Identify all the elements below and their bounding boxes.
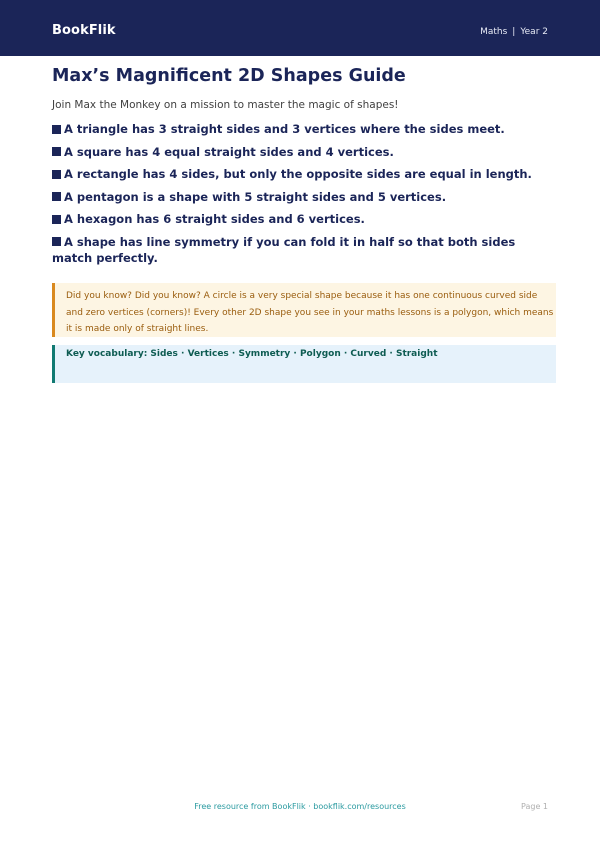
- list-item: [52, 144, 552, 160]
- fact-text: A pentagon is a shape with 5 straight sides and 5 vertices.: [64, 189, 447, 204]
- subject-label: Maths: [480, 27, 508, 37]
- vocabulary-text: Key vocabulary: Sides · Vertices · Symmetry · Polygon · Curved · Straight: [66, 349, 438, 359]
- page-title: Max’s Magnificent 2D Shapes Guide: [52, 66, 406, 86]
- vocabulary-box: [52, 345, 556, 383]
- intro-text: Join Max the Monkey on a mission to master the magic of shapes!: [52, 99, 399, 111]
- square-bullet-icon: [52, 192, 61, 201]
- did-you-know-callout: [52, 283, 556, 337]
- fact-text: A square has 4 equal straight sides and 4 vertices.: [64, 144, 394, 159]
- callout-text: Did you know? Did you know? A circle is a very special shape because it has one continuous curved side and zero vertices (corners)! Every other 2D shape you see in your maths lessons is a polygon, which means it is made only of straight lines.: [66, 291, 554, 334]
- page-header: [0, 0, 600, 56]
- fact-list: [52, 121, 552, 272]
- square-bullet-icon: [52, 237, 61, 246]
- square-bullet-icon: [52, 147, 61, 156]
- list-item: [52, 121, 552, 137]
- header-meta: [480, 27, 548, 37]
- list-item: [52, 234, 552, 266]
- year-label: Year 2: [520, 27, 548, 37]
- square-bullet-icon: [52, 215, 61, 224]
- brand-logo[interactable]: BookFlik: [52, 23, 116, 38]
- fact-text: A rectangle has 4 sides, but only the opposite sides are equal in length.: [64, 167, 532, 181]
- fact-text: A triangle has 3 straight sides and 3 vertices where the sides meet.: [64, 122, 505, 136]
- page-number: Page 1: [521, 802, 548, 811]
- footer-credit-link[interactable]: Free resource from BookFlik · bookflik.com/resources: [194, 802, 406, 811]
- list-item: [52, 189, 552, 205]
- square-bullet-icon: [52, 170, 61, 179]
- fact-text: A shape has line symmetry if you can fold it in half so that both sides match perfectly.: [52, 234, 516, 265]
- fact-text: A hexagon has 6 straight sides and 6 vertices.: [64, 212, 365, 226]
- meta-separator: |: [512, 27, 516, 37]
- list-item: [52, 211, 552, 227]
- list-item: [52, 166, 552, 182]
- square-bullet-icon: [52, 125, 61, 134]
